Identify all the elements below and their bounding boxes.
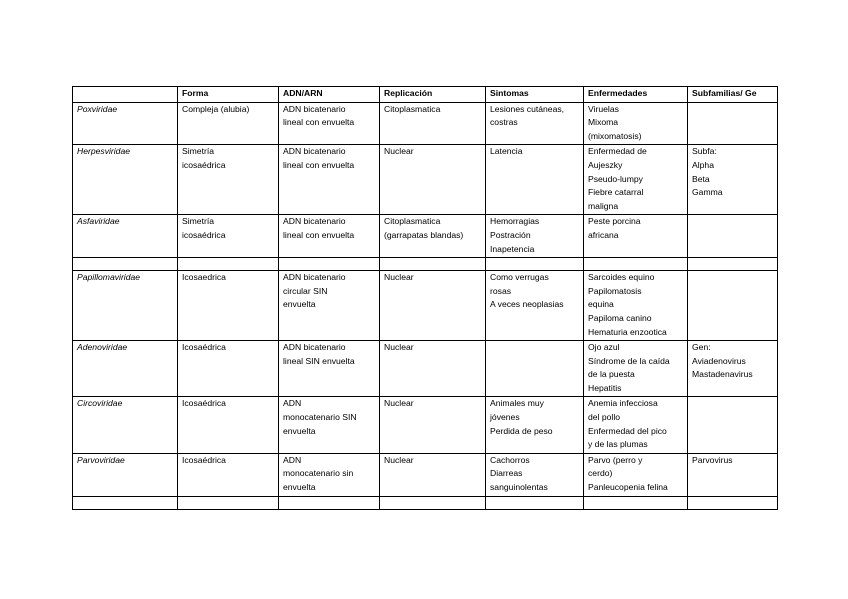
cell-line: ADN bicatenario	[283, 342, 346, 353]
cell-line: Hepatitis	[588, 382, 622, 393]
cell-enfermedades	[584, 258, 688, 271]
cell-line: Sarcoides equino	[588, 272, 655, 283]
cell-line: lineal con envuelta	[283, 159, 355, 170]
cell-forma	[178, 145, 279, 215]
cell-sintomas	[486, 397, 584, 453]
cell-adn-arn	[279, 496, 380, 509]
cell-line: envuelta	[283, 425, 316, 436]
cell-enfermedades	[584, 102, 688, 145]
cell-line: monocatenario SIN	[283, 412, 357, 423]
cell-line: Nuclear	[384, 272, 414, 283]
table-row	[73, 453, 778, 496]
cell-sintomas	[486, 453, 584, 496]
cell-line: Viruelas	[588, 103, 619, 114]
cell-line: Hemorragias	[490, 216, 540, 227]
cell-line: Asfaviridae	[77, 216, 120, 227]
cell-line: Nuclear	[384, 342, 414, 353]
cell-line: Diarreas	[490, 468, 523, 479]
cell-line: Peste porcina	[588, 216, 641, 227]
cell-line: Alpha	[692, 159, 714, 170]
cell-line: Icosaédrica	[182, 454, 226, 465]
cell-line: Citoplasmatica	[384, 216, 441, 227]
cell-enfermedades	[584, 271, 688, 341]
cell-adn-arn	[279, 145, 380, 215]
cell-replicacion	[380, 453, 486, 496]
cell-sintomas	[486, 496, 584, 509]
cell-line: Icosaédrica	[182, 342, 226, 353]
cell-adn-arn	[279, 271, 380, 341]
table-row	[73, 102, 778, 145]
cell-family	[73, 453, 178, 496]
cell-line: Ojo azul	[588, 342, 620, 353]
cell-line: Lesiones cutáneas,	[490, 103, 565, 114]
cell-sintomas	[486, 102, 584, 145]
cell-subfamilias	[688, 258, 778, 271]
cell-family	[73, 102, 178, 145]
cell-enfermedades	[584, 341, 688, 397]
cell-line: Parvovirus	[692, 454, 733, 465]
cell-forma	[178, 453, 279, 496]
cell-line: icosaédrica	[182, 229, 226, 240]
cell-subfamilias	[688, 215, 778, 258]
header-replicacion: Replicación	[380, 87, 486, 103]
cell-enfermedades	[584, 215, 688, 258]
table-body	[73, 102, 778, 509]
cell-replicacion	[380, 397, 486, 453]
cell-line: Mastadenavirus	[692, 369, 753, 380]
table-spacer-row	[73, 258, 778, 271]
cell-line: de la puesta	[588, 369, 635, 380]
cell-line: Nuclear	[384, 454, 414, 465]
header-adn-arn: ADN/ARN	[279, 87, 380, 103]
header-enfermedades: Enfermedades	[584, 87, 688, 103]
cell-sintomas	[486, 258, 584, 271]
cell-line: monocatenario sin	[283, 468, 354, 479]
cell-adn-arn	[279, 215, 380, 258]
cell-family	[73, 258, 178, 271]
cell-line: Animales muy	[490, 398, 544, 409]
cell-enfermedades	[584, 453, 688, 496]
cell-line: y de las plumas	[588, 439, 648, 450]
cell-line: lineal SIN envuelta	[283, 355, 355, 366]
cell-forma	[178, 341, 279, 397]
cell-line: icosaédrica	[182, 159, 226, 170]
cell-line: Aviadenovirus	[692, 355, 746, 366]
table-row	[73, 271, 778, 341]
cell-forma	[178, 496, 279, 509]
table-row	[73, 215, 778, 258]
cell-line: Circoviridae	[77, 398, 123, 409]
cell-line: jóvenes	[490, 412, 520, 423]
cell-replicacion	[380, 102, 486, 145]
cell-line: Nuclear	[384, 146, 414, 157]
cell-line: ADN	[283, 454, 302, 465]
cell-forma	[178, 258, 279, 271]
cell-line: Papillomaviridae	[77, 272, 141, 283]
cell-family	[73, 496, 178, 509]
table-row	[73, 145, 778, 215]
cell-line: Beta	[692, 173, 710, 184]
cell-line: lineal con envuelta	[283, 229, 355, 240]
cell-adn-arn	[279, 258, 380, 271]
cell-line: Herpesviridae	[77, 146, 131, 157]
cell-line: ADN bicatenario	[283, 216, 346, 227]
cell-line: ADN bicatenario	[283, 272, 346, 283]
cell-line: Mixoma	[588, 117, 619, 128]
cell-replicacion	[380, 271, 486, 341]
cell-line: Como verrugas	[490, 272, 549, 283]
cell-replicacion	[380, 341, 486, 397]
cell-subfamilias	[688, 341, 778, 397]
cell-line: sanguinolentas	[490, 482, 548, 493]
cell-sintomas	[486, 215, 584, 258]
cell-line: Simetría	[182, 216, 214, 227]
table-row	[73, 397, 778, 453]
header-family	[73, 87, 178, 103]
cell-line: equina	[588, 299, 614, 310]
cell-line: Citoplasmatica	[384, 103, 441, 114]
cell-line: ADN	[283, 398, 302, 409]
cell-line: (mixomatosis)	[588, 130, 642, 141]
cell-sintomas	[486, 341, 584, 397]
cell-line: costras	[490, 117, 518, 128]
cell-line: ADN bicatenario	[283, 103, 346, 114]
cell-adn-arn	[279, 453, 380, 496]
cell-line: envuelta	[283, 482, 316, 493]
cell-line: lineal con envuelta	[283, 117, 355, 128]
cell-adn-arn	[279, 397, 380, 453]
cell-enfermedades	[584, 145, 688, 215]
cell-replicacion	[380, 258, 486, 271]
cell-sintomas	[486, 145, 584, 215]
cell-family	[73, 397, 178, 453]
cell-line: Fiebre catarral	[588, 187, 644, 198]
cell-adn-arn	[279, 102, 380, 145]
cell-line: Adenoviridae	[77, 342, 128, 353]
cell-line: circular SIN	[283, 285, 328, 296]
cell-line: Simetría	[182, 146, 214, 157]
cell-line: Cachorros	[490, 454, 530, 465]
cell-line: Enfermedad de	[588, 146, 647, 157]
cell-subfamilias	[688, 496, 778, 509]
cell-line: Perdida de peso	[490, 425, 553, 436]
cell-line: Nuclear	[384, 398, 414, 409]
cell-line: Parvo (perro y	[588, 454, 643, 465]
cell-replicacion	[380, 496, 486, 509]
cell-forma	[178, 215, 279, 258]
cell-line: del pollo	[588, 412, 621, 423]
cell-subfamilias	[688, 145, 778, 215]
cell-line: maligna	[588, 200, 619, 211]
cell-line: Poxviridae	[77, 103, 118, 114]
cell-line: Panleucopenia felina	[588, 482, 668, 493]
cell-line: (garrapatas blandas)	[384, 229, 464, 240]
table-header-row	[73, 87, 778, 103]
cell-line: ADN bicatenario	[283, 146, 346, 157]
cell-line: Parvoviridae	[77, 454, 125, 465]
cell-line: Enfermedad del pico	[588, 425, 667, 436]
cell-family	[73, 341, 178, 397]
cell-line: envuelta	[283, 299, 316, 310]
cell-line: Papiloma canino	[588, 312, 652, 323]
cell-family	[73, 145, 178, 215]
cell-forma	[178, 271, 279, 341]
cell-line: Pseudo-lumpy	[588, 173, 643, 184]
cell-line: Postración	[490, 229, 531, 240]
cell-line: rosas	[490, 285, 512, 296]
header-forma: Forma	[178, 87, 279, 103]
cell-line: Subfa:	[692, 146, 717, 157]
cell-enfermedades	[584, 496, 688, 509]
cell-line: cerdo)	[588, 468, 613, 479]
cell-forma	[178, 397, 279, 453]
cell-line: Anemia infecciosa	[588, 398, 658, 409]
header-subfamilias: Subfamilias/ Ge	[688, 87, 778, 103]
cell-line: Compleja (alubia)	[182, 103, 250, 114]
cell-line: Hematuria enzootica	[588, 326, 667, 337]
cell-line: Aujeszky	[588, 159, 623, 170]
virus-table	[72, 86, 778, 510]
cell-line: africana	[588, 229, 619, 240]
cell-replicacion	[380, 145, 486, 215]
header-sintomas: Sintomas	[486, 87, 584, 103]
cell-line: Inapetencia	[490, 243, 535, 254]
table-spacer-row	[73, 496, 778, 509]
cell-adn-arn	[279, 341, 380, 397]
cell-line: Latencia	[490, 146, 523, 157]
cell-line: Síndrome de la caída	[588, 355, 670, 366]
cell-family	[73, 271, 178, 341]
cell-family	[73, 215, 178, 258]
cell-subfamilias	[688, 271, 778, 341]
cell-subfamilias	[688, 453, 778, 496]
cell-subfamilias	[688, 102, 778, 145]
cell-line: A veces neoplasias	[490, 299, 564, 310]
cell-subfamilias	[688, 397, 778, 453]
cell-replicacion	[380, 215, 486, 258]
cell-enfermedades	[584, 397, 688, 453]
cell-line: Icosaédrica	[182, 398, 226, 409]
cell-line: Gen:	[692, 342, 711, 353]
cell-line: Papilomatosis	[588, 285, 642, 296]
table-row	[73, 341, 778, 397]
cell-line: Icosaedrica	[182, 272, 226, 283]
cell-line: Gamma	[692, 187, 723, 198]
cell-sintomas	[486, 271, 584, 341]
cell-forma	[178, 102, 279, 145]
